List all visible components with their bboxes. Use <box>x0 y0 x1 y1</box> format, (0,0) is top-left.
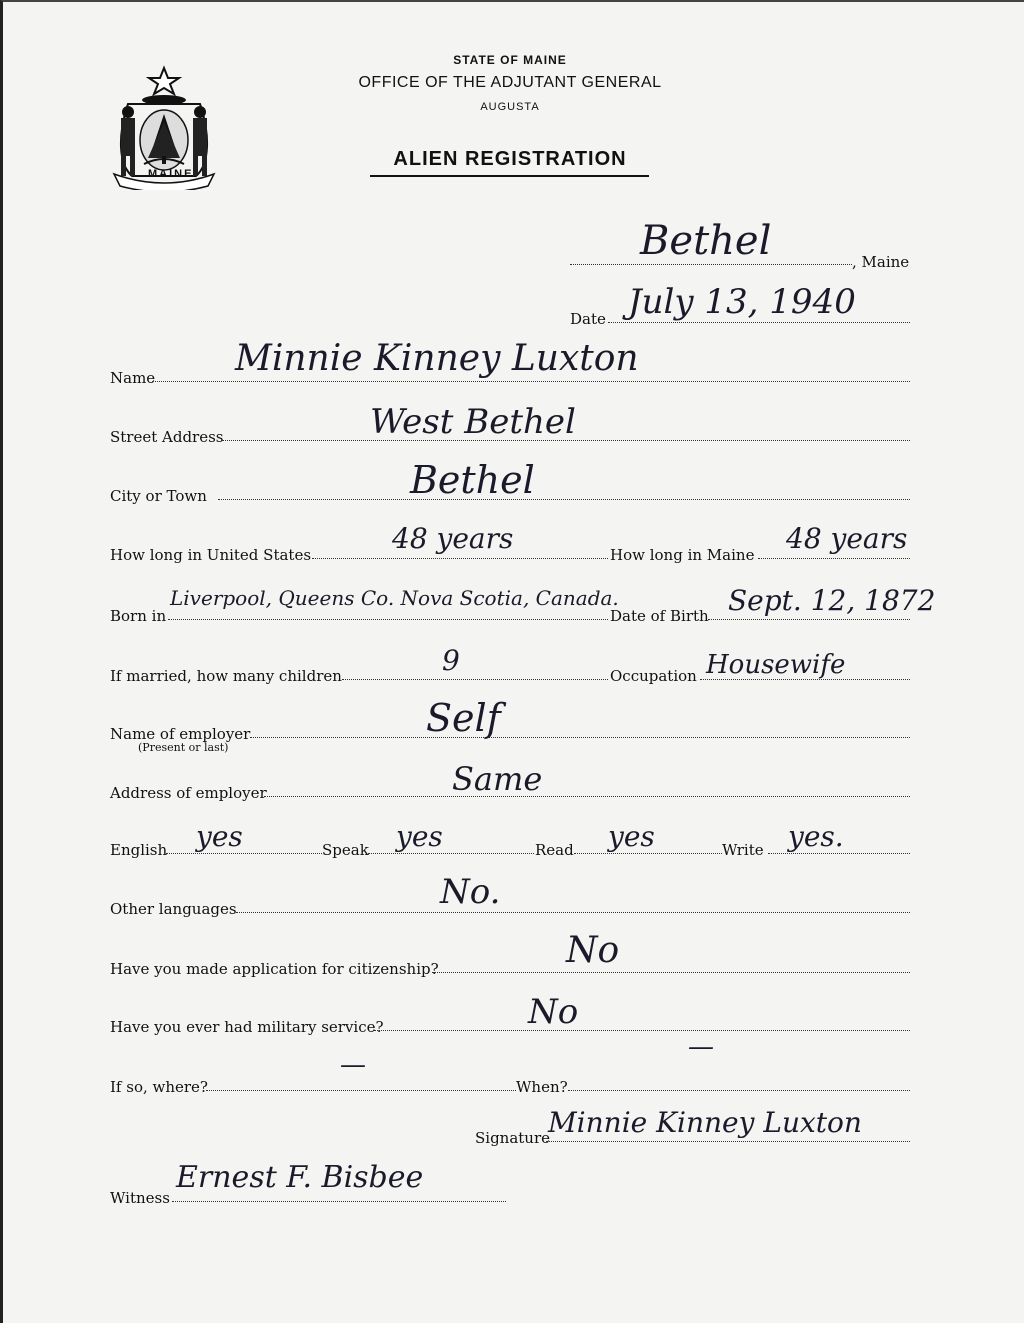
employer-label: Name of employer <box>110 725 251 743</box>
street-value: West Bethel <box>370 402 576 442</box>
employer-sublabel: (Present or last) <box>138 741 229 754</box>
where-label: If so, where? <box>110 1078 208 1096</box>
us-label: How long in United States <box>110 546 312 564</box>
name-label: Name <box>110 369 156 387</box>
where-value: — <box>340 1050 366 1080</box>
emp-address-line <box>264 796 910 797</box>
employer-line <box>250 737 910 738</box>
page-title: ALIEN REGISTRATION <box>393 148 627 170</box>
city-label: City or Town <box>110 487 207 505</box>
signature-value: Minnie Kinney Luxton <box>548 1106 862 1139</box>
date-line <box>608 322 910 323</box>
maine-label: How long in Maine <box>610 546 755 564</box>
citizenship-value: No <box>566 930 620 971</box>
us-line <box>312 558 608 559</box>
other-lang-value: No. <box>440 872 501 912</box>
city-value: Bethel <box>410 458 535 502</box>
us-value: 48 years <box>392 522 514 555</box>
english-line <box>166 853 322 854</box>
emp-address-value: Same <box>452 760 543 798</box>
city-line <box>218 499 910 500</box>
speak-value: yes <box>396 820 443 853</box>
dob-line <box>708 619 910 620</box>
speak-label: Speak <box>322 841 369 859</box>
write-line <box>768 853 910 854</box>
state-heading: STATE OF MAINE <box>453 53 567 67</box>
town-line <box>570 264 852 265</box>
children-line <box>342 679 608 680</box>
other-lang-line <box>236 912 910 913</box>
city-heading: AUGUSTA <box>480 101 540 113</box>
read-label: Read <box>535 841 574 859</box>
speak-line <box>368 853 534 854</box>
dob-label: Date of Birth <box>610 607 709 625</box>
write-label: Write <box>722 841 764 859</box>
children-label: If married, how many children <box>110 667 342 685</box>
citizenship-line <box>432 972 910 973</box>
citizenship-label: Have you made application for citizenship? <box>110 960 439 978</box>
other-lang-label: Other languages <box>110 900 237 918</box>
signature-label: Signature <box>475 1129 551 1147</box>
title-underline <box>370 175 649 177</box>
children-value: 9 <box>442 644 460 677</box>
seal-banner-text: MAINE <box>148 168 194 180</box>
military-value: No <box>528 992 579 1032</box>
signature-line <box>546 1141 910 1142</box>
born-label: Born in <box>110 607 167 625</box>
witness-label: Witness <box>110 1189 170 1207</box>
occupation-label: Occupation <box>610 667 697 685</box>
maine-suffix: , Maine <box>852 253 910 271</box>
when-line <box>568 1090 910 1091</box>
name-line <box>152 381 910 382</box>
emp-address-label: Address of employer <box>110 784 267 802</box>
when-value: — <box>688 1032 714 1062</box>
read-line <box>574 853 722 854</box>
employer-value: Self <box>426 696 501 740</box>
dob-value: Sept. 12, 1872 <box>728 584 936 617</box>
witness-value: Ernest F. Bisbee <box>176 1160 424 1195</box>
office-heading: OFFICE OF THE ADJUTANT GENERAL <box>358 74 662 91</box>
name-value: Minnie Kinney Luxton <box>235 338 639 379</box>
where-line <box>206 1090 516 1091</box>
military-label: Have you ever had military service? <box>110 1018 384 1036</box>
maine-line <box>758 558 910 559</box>
when-label: When? <box>516 1078 568 1096</box>
write-value: yes. <box>788 820 844 853</box>
english-label: English <box>110 841 168 859</box>
born-line <box>168 619 608 620</box>
occupation-value: Housewife <box>706 650 846 680</box>
town-value: Bethel <box>640 218 772 264</box>
maine-value: 48 years <box>786 522 908 555</box>
date-value: July 13, 1940 <box>628 282 856 322</box>
military-line <box>374 1030 910 1031</box>
date-label: Date <box>570 310 606 328</box>
witness-line <box>172 1201 506 1202</box>
street-label: Street Address <box>110 428 224 446</box>
english-value: yes <box>196 820 243 853</box>
read-value: yes <box>608 820 655 853</box>
born-value: Liverpool, Queens Co. Nova Scotia, Canada. <box>170 586 619 610</box>
